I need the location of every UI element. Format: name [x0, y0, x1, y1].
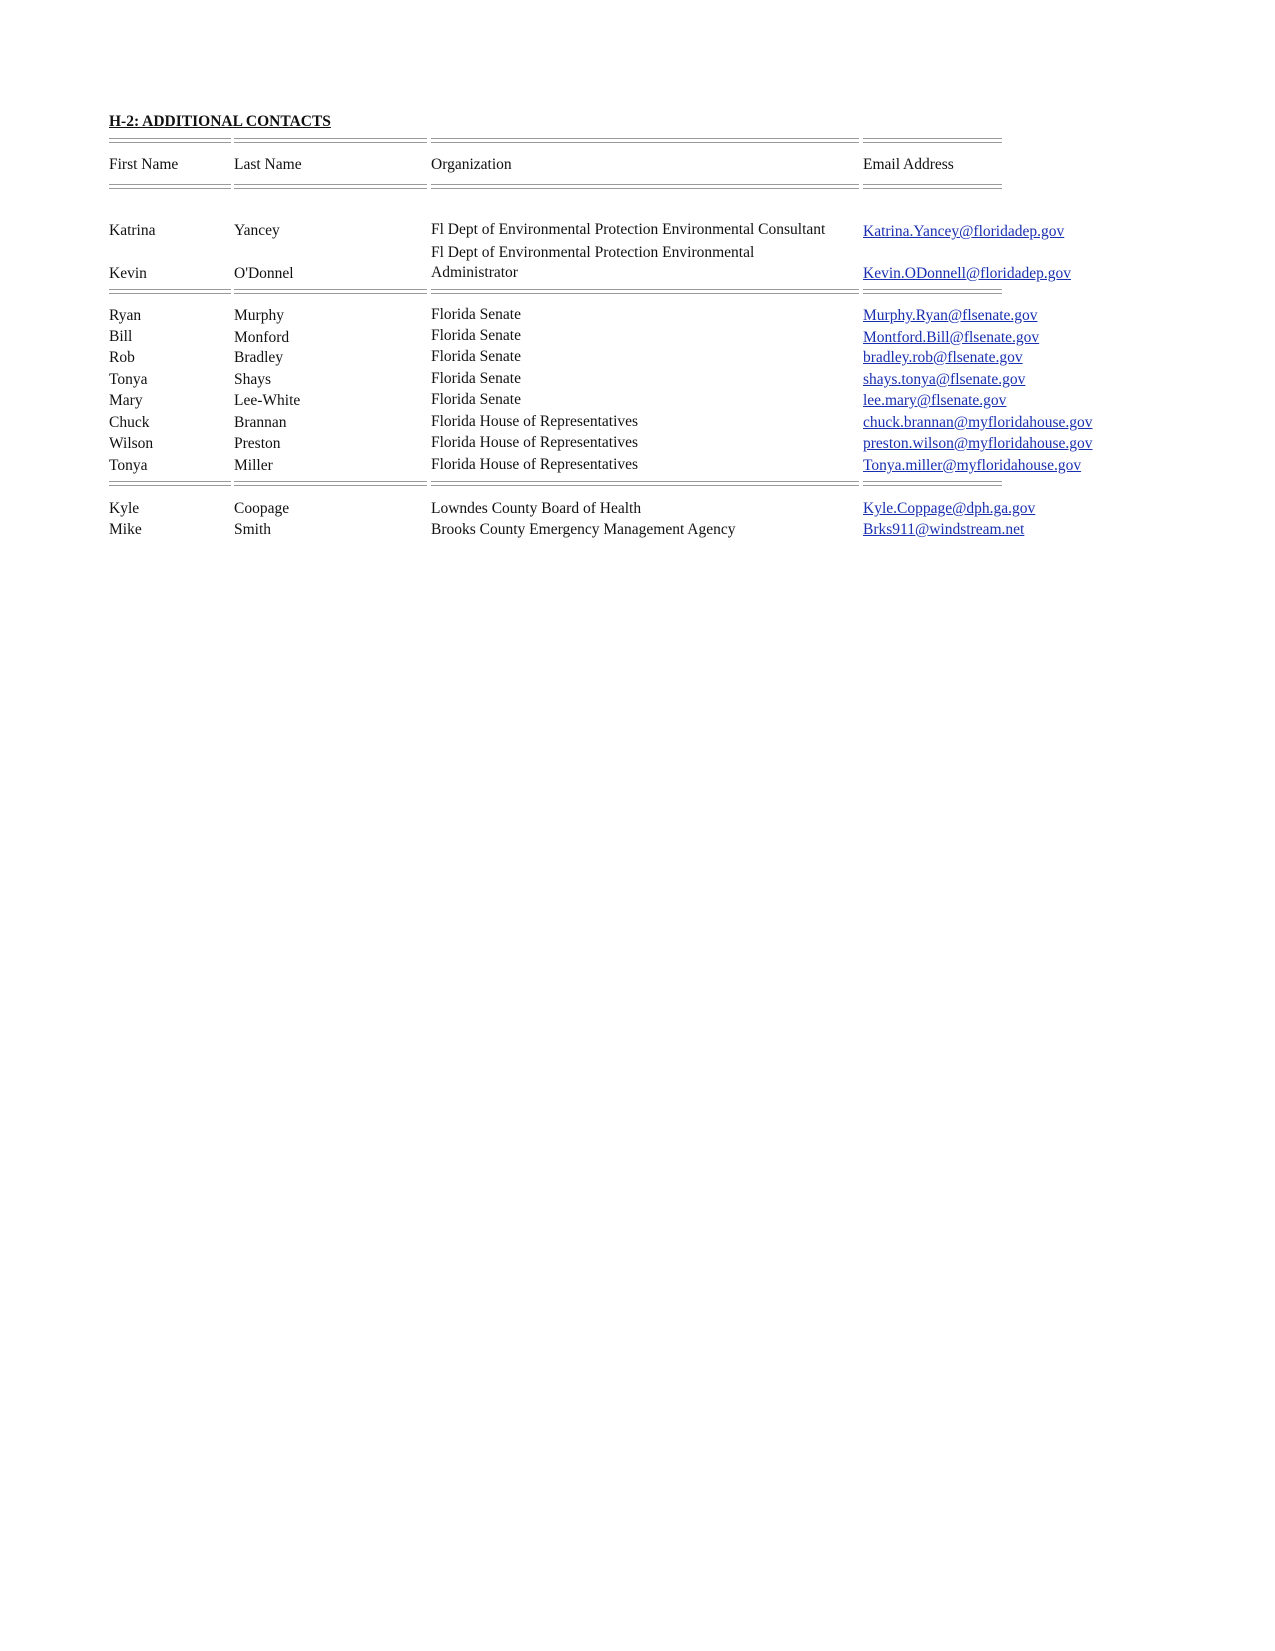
cell-last-name: Lee-White	[234, 392, 301, 409]
separator-segment	[234, 481, 427, 486]
separator-segment	[863, 184, 1002, 189]
cell-last-name: Monford	[234, 329, 290, 346]
section-title: H-2: ADDITIONAL CONTACTS	[109, 113, 331, 130]
cell-first-name: Chuck	[109, 414, 150, 431]
cell-last-name: Miller	[234, 457, 273, 474]
email-link[interactable]: bradley.rob@flsenate.gov	[863, 349, 1023, 366]
separator-segment	[109, 481, 231, 486]
email-link[interactable]: lee.mary@flsenate.gov	[863, 392, 1007, 409]
cell-first-name: Wilson	[109, 435, 154, 452]
cell-last-name: O'Donnel	[234, 265, 294, 282]
email-link[interactable]: Murphy.Ryan@flsenate.gov	[863, 307, 1038, 324]
cell-first-name: Tonya	[109, 371, 148, 388]
cell-organization: Florida Senate	[431, 348, 521, 365]
cell-organization: Florida Senate	[431, 391, 521, 408]
separator-segment	[234, 289, 427, 294]
cell-last-name: Brannan	[234, 414, 287, 431]
cell-first-name: Kyle	[109, 500, 140, 517]
separator-segment	[863, 481, 1002, 486]
cell-organization: Florida House of Representatives	[431, 434, 639, 451]
separator-segment	[234, 138, 427, 143]
header-last-name: Last Name	[234, 156, 302, 173]
cell-first-name: Mike	[109, 521, 142, 538]
email-link[interactable]: Brks911@windstream.net	[863, 521, 1025, 538]
separator-segment	[431, 138, 859, 143]
cell-last-name: Yancey	[234, 222, 280, 239]
cell-first-name: Rob	[109, 349, 135, 366]
email-link[interactable]: Katrina.Yancey@floridadep.gov	[863, 223, 1065, 240]
email-link[interactable]: shays.tonya@flsenate.gov	[863, 371, 1026, 388]
cell-organization: Lowndes County Board of Health	[431, 500, 642, 517]
header-first-name: First Name	[109, 156, 179, 173]
cell-organization: Florida Senate	[431, 306, 521, 323]
cell-organization: Florida Senate	[431, 370, 521, 387]
email-link[interactable]: Tonya.miller@myfloridahouse.gov	[863, 457, 1082, 474]
separator-segment	[863, 289, 1002, 294]
cell-last-name: Shays	[234, 371, 272, 388]
header-organization: Organization	[431, 156, 512, 173]
cell-last-name: Smith	[234, 521, 272, 538]
cell-first-name: Tonya	[109, 457, 148, 474]
cell-organization: Florida House of Representatives	[431, 456, 639, 473]
cell-first-name: Ryan	[109, 307, 142, 324]
separator-segment	[109, 138, 231, 143]
header-email-address: Email Address	[863, 156, 954, 173]
cell-organization-line2: Administrator	[431, 264, 518, 281]
cell-organization: Brooks County Emergency Management Agency	[431, 521, 736, 538]
cell-organization: Florida House of Representatives	[431, 413, 639, 430]
cell-first-name: Bill	[109, 328, 133, 345]
cell-organization-line1: Fl Dept of Environmental Protection Environmental	[431, 244, 755, 261]
cell-last-name: Bradley	[234, 349, 284, 366]
cell-organization: Florida Senate	[431, 327, 521, 344]
separator-segment	[431, 289, 859, 294]
cell-first-name: Mary	[109, 392, 143, 409]
separator-segment	[109, 184, 231, 189]
cell-last-name: Coopage	[234, 500, 290, 517]
email-link[interactable]: Kevin.ODonnell@floridadep.gov	[863, 265, 1071, 282]
separator-segment	[863, 138, 1002, 143]
cell-first-name: Kevin	[109, 265, 147, 282]
separator-segment	[234, 184, 427, 189]
email-link[interactable]: preston.wilson@myfloridahouse.gov	[863, 435, 1093, 452]
cell-last-name: Murphy	[234, 307, 284, 324]
email-link[interactable]: Kyle.Coppage@dph.ga.gov	[863, 500, 1036, 517]
cell-last-name: Preston	[234, 435, 281, 452]
cell-organization: Fl Dept of Environmental Protection Environmental Consultant	[431, 221, 826, 238]
separator-segment	[431, 184, 859, 189]
separator-segment	[431, 481, 859, 486]
separator-segment	[109, 289, 231, 294]
email-link[interactable]: Montford.Bill@flsenate.gov	[863, 329, 1040, 346]
email-link[interactable]: chuck.brannan@myfloridahouse.gov	[863, 414, 1093, 431]
cell-first-name: Katrina	[109, 222, 156, 239]
